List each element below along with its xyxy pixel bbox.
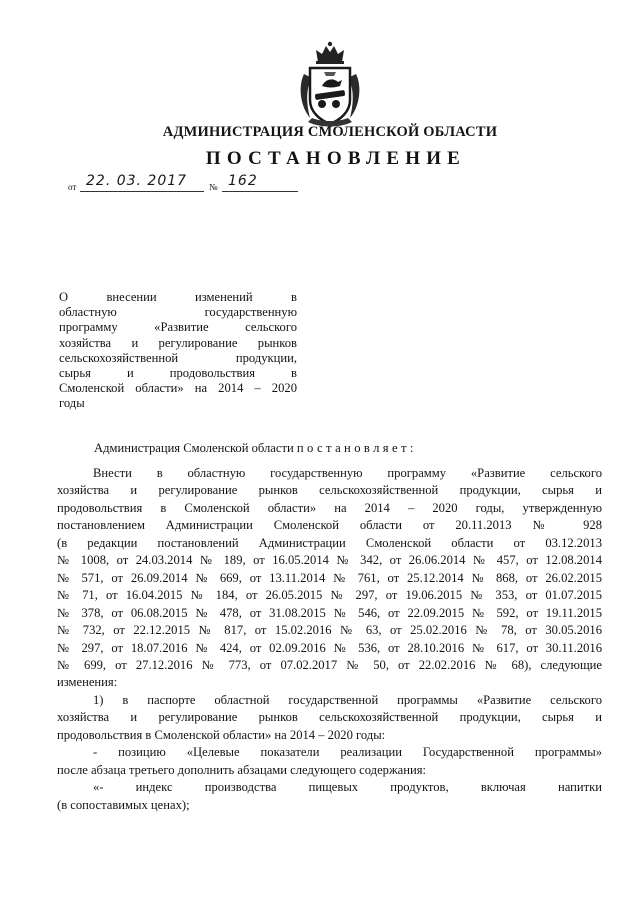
date-underline	[80, 191, 204, 192]
handwritten-date: 22. 03. 2017	[86, 173, 188, 189]
date-number-line	[68, 173, 308, 195]
body-line: (в редакции постановлений Администрации Смоленской области от 03.12.2013	[57, 535, 602, 550]
body-line: (в сопоставимых ценах);	[57, 797, 190, 812]
body-line: после абзаца третьего дополнить абзацами следующего содержания:	[57, 762, 427, 777]
body-line: 1) в паспорте областной государственной программы «Развитие сельского	[93, 692, 602, 707]
body-line: хозяйства и регулирование рынков сельскохозяйственной продукции, сырья и	[57, 483, 602, 498]
body-line: № 71, от 16.04.2015 № 184, от 26.05.2015 № 297, от 19.06.2015 № 353, от 01.07.2015	[57, 588, 602, 603]
body-line: продовольствия в Смоленской области» на 2014 – 2020 годы:	[57, 727, 386, 742]
body-line: - позицию «Целевые показатели реализации Государственной программы»	[93, 745, 602, 760]
handwritten-number: 162	[228, 173, 258, 189]
body-line: № 699, от 27.12.2016 № 773, от 07.02.2017 № 50, от 22.02.2016 № 68), следующие	[57, 657, 602, 672]
decree-text: Администрация Смоленской области	[94, 441, 294, 455]
subject-line: годы	[59, 396, 85, 411]
body-line: постановлением Администрации Смоленской области от 20.11.2013 № 928	[57, 518, 602, 533]
body-line: № 378, от 06.08.2015 № 478, от 31.08.2015 № 546, от 22.09.2015 № 592, от 19.11.2015	[57, 605, 602, 620]
body-line: изменения:	[57, 675, 118, 690]
body-line: хозяйства и регулирование рынков сельскохозяйственной продукции, сырья и	[57, 710, 602, 725]
organization-title: АДМИНИСТРАЦИЯ СМОЛЕНСКОЙ ОБЛАСТИ	[162, 124, 498, 140]
decree-statement	[94, 441, 417, 456]
subject-line: хозяйства и регулирование рынков	[59, 335, 297, 350]
body-line: Внести в областную государственную программу «Развитие сельского	[93, 466, 602, 480]
body-line: № 571, от 26.09.2014 № 669, от 13.11.2014 № 761, от 25.12.2014 № 868, от 26.02.2015	[57, 570, 602, 585]
coat-of-arms-emblem	[294, 40, 366, 130]
body-line: № 732, от 22.12.2015 № 817, от 15.02.2016 № 63, от 25.02.2016 № 78, от 30.05.2016	[57, 623, 602, 638]
number-underline	[222, 191, 298, 192]
number-prefix-label: №	[209, 182, 218, 192]
date-prefix-label: от	[68, 182, 77, 192]
subject-line: Смоленской области» на 2014 – 2020	[59, 381, 297, 396]
subject-line: программу «Развитие сельского	[59, 320, 297, 335]
subject-line: сырья и продовольствия в	[59, 366, 297, 381]
body-line: № 297, от 18.07.2016 № 424, от 02.09.2016 № 536, от 28.10.2016 № 617, от 30.11.2016	[57, 640, 602, 655]
subject-line: сельскохозяйственной продукции,	[59, 350, 297, 365]
body-line: продовольствия в Смоленской области» на 2014 – 2020 годы, утвержденную	[57, 500, 602, 515]
document-subject	[59, 290, 297, 412]
subject-line: областную государственную	[59, 305, 297, 320]
body-line: № 1008, от 24.03.2014 № 189, от 16.05.2014 № 342, от 26.06.2014 № 457, от 12.08.2014	[57, 553, 602, 568]
document-body	[57, 465, 602, 814]
decree-spaced-word: постановляет:	[296, 441, 417, 455]
document-type-title: ПОСТАНОВЛЕНИЕ	[205, 148, 467, 169]
body-line: «- индекс производства пищевых продуктов, включая напитки	[93, 780, 602, 795]
subject-line: О внесении изменений в	[59, 290, 297, 304]
